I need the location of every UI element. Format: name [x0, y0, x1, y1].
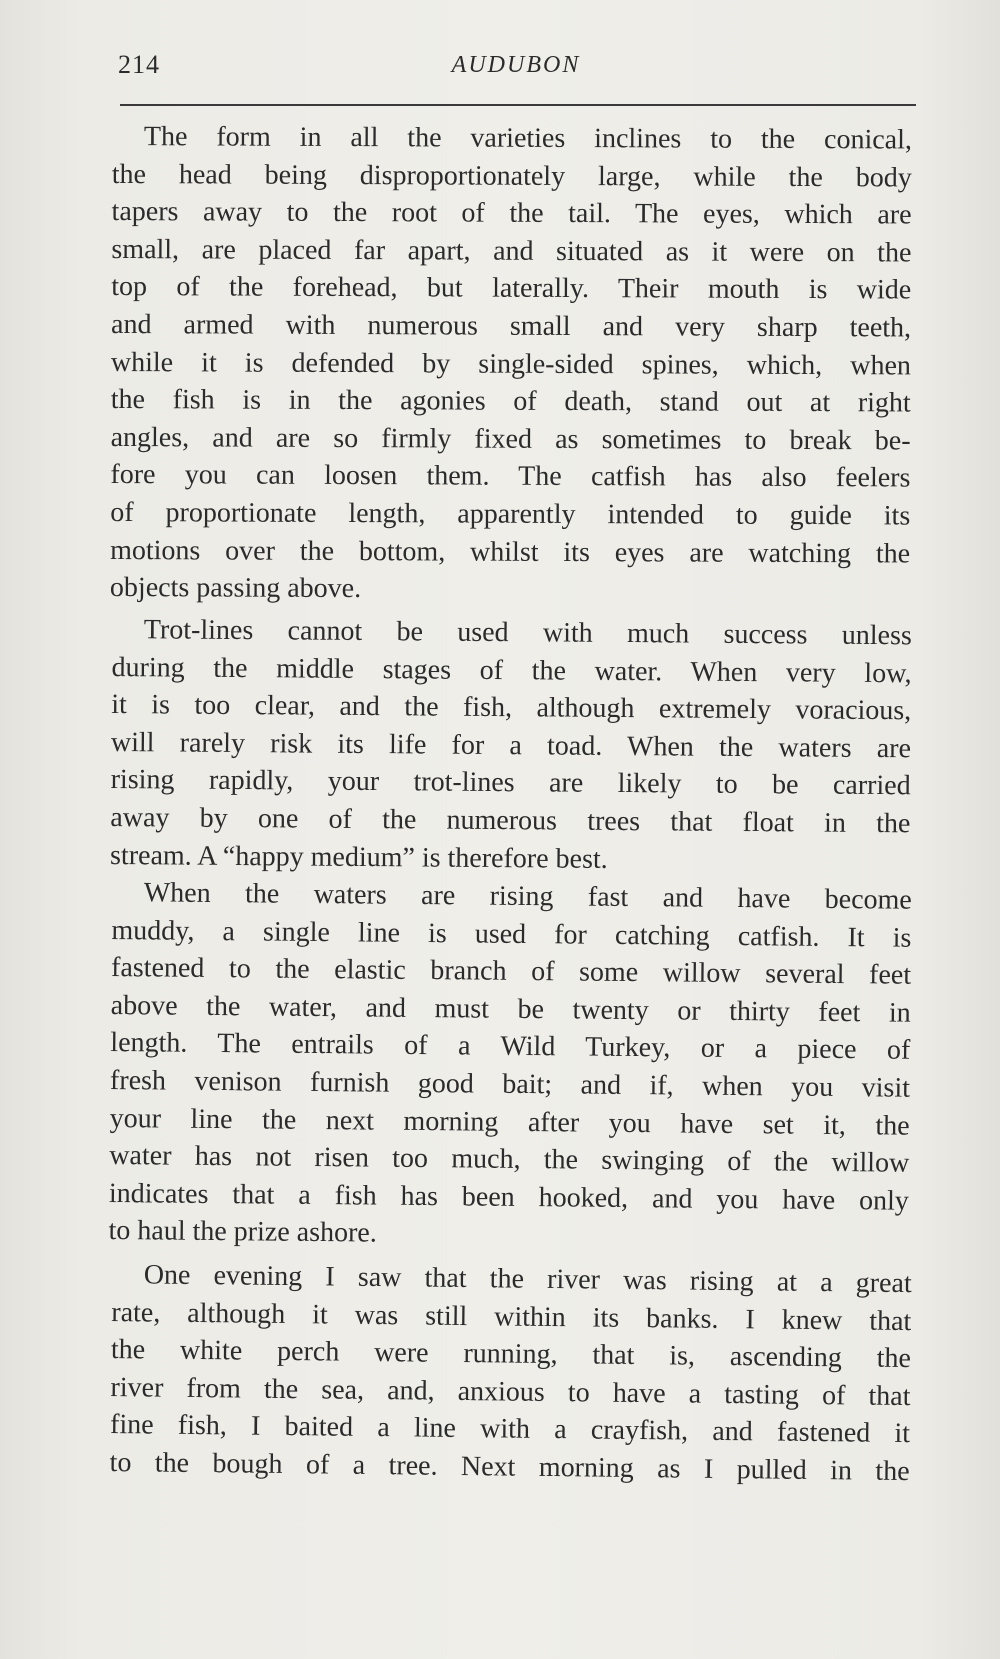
text-line: away by one of the numerous trees that float in the [110, 801, 911, 839]
body-text [108, 118, 912, 1487]
text-line: muddy, a single line is used for catching catfish. It is [111, 914, 912, 954]
text-line: tapers away to the root of the tail. The eyes, which are [111, 196, 912, 231]
text-line: above the water, and must be twenty or thirty feet in [110, 989, 911, 1029]
paragraph-2 [110, 611, 912, 880]
running-title: AUDUBON [451, 52, 581, 78]
paragraph-3 [108, 874, 912, 1258]
header-rule [120, 104, 916, 106]
paragraph-1 [110, 118, 912, 610]
text-line: rate, although it was still within its banks. I knew that [111, 1296, 912, 1337]
text-line: When the waters are rising fast and have become [143, 877, 912, 916]
page-number: 214 [118, 50, 160, 79]
text-line: fresh venison furnish good bait; and if, when you visit [109, 1064, 911, 1104]
text-line: objects passing above. [109, 572, 362, 605]
text-line: top of the forehead, but laterally. Their mouth is wide [111, 271, 912, 306]
text-line: small, are placed far apart, and situated as it were on the [111, 233, 912, 269]
text-line: and armed with numerous small and very sharp teeth, [111, 308, 912, 344]
text-line: while it is defended by single-sided spines, which, when [110, 346, 911, 382]
text-line: Trot-lines cannot be used with much success unless [143, 613, 912, 652]
running-head [118, 50, 914, 90]
text-line: the fish is in the agonies of death, stand out at right [110, 384, 911, 419]
text-line: The form in all the varieties inclines to the conical, [143, 121, 912, 156]
text-line: river from the sea, and, anxious to have a tasting of that [110, 1371, 911, 1412]
text-line: the head being disproportionately large, while the body [111, 158, 912, 194]
text-line: angles, and are so firmly fixed as sometimes to break be- [110, 421, 911, 457]
paragraph-4 [109, 1256, 912, 1491]
text-line: fastened to the elastic branch of some willow several feet [110, 952, 912, 991]
text-line: of proportionate length, apparently intended to guide its [110, 496, 911, 532]
text-line: motions over the bottom, whilst its eyes are watching the [110, 534, 911, 570]
text-line: during the middle stages of the water. When very low, [111, 651, 912, 689]
text-line: the white perch were running, that is, ascending the [110, 1333, 912, 1375]
text-line: fine fish, I baited a line with a crayfish, and fastened it [109, 1409, 911, 1450]
text-line: One evening I saw that the river was rising at a great [143, 1259, 912, 1299]
text-line: length. The entrails of a Wild Turkey, or a piece of [110, 1027, 911, 1066]
text-line: to haul the prize ashore. [108, 1215, 377, 1249]
text-line: will rarely risk its life for a toad. When the waters are [110, 726, 912, 764]
text-line: it is too clear, and the fish, although extremely voracious, [111, 688, 912, 727]
text-line: water has not risen too much, the swinging of the willow [109, 1140, 910, 1179]
text-line: your line the next morning after you have set it, the [109, 1102, 910, 1142]
text-line: indicates that a fish has been hooked, and you have only [108, 1177, 910, 1217]
text-line: to the bough of a tree. Next morning as I pulled in the [109, 1446, 910, 1487]
text-line: stream. A “happy medium” is therefore best. [109, 839, 608, 875]
text-line: rising rapidly, your trot-lines are likely to be carried [110, 764, 911, 802]
text-line: fore you can loosen them. The catfish has also feelers [110, 459, 911, 494]
